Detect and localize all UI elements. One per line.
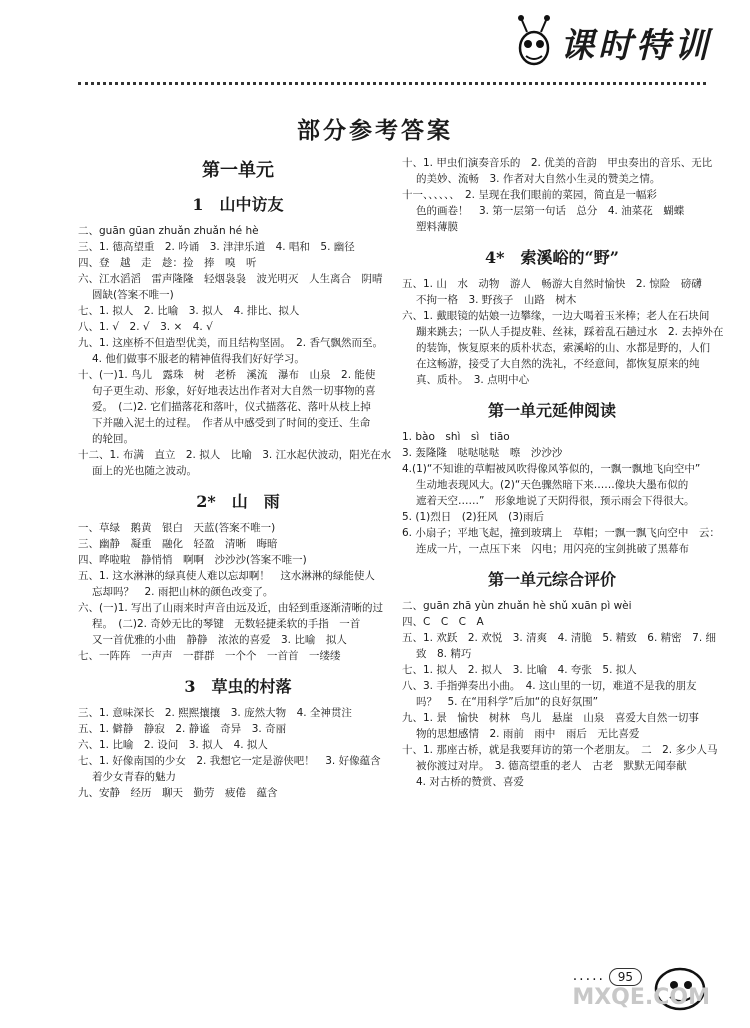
answer-line: 吗？ 5. 在“用科学”后加“的良好氛围”: [416, 696, 599, 708]
answer-line: 不拘一格 3. 野孩子 山路 树木: [416, 294, 577, 306]
answer-line: 遮着天空……” 形象地说了天阴得很，预示雨会下得很大。: [416, 495, 695, 507]
answer-line: 八、3. 手指弹奏出小曲。 4. 这山里的一切，难道不是我的朋友: [402, 680, 697, 692]
watermark: MXQE.COM: [572, 985, 710, 1010]
answer-line: 5. (1)烈日 (2)狂风 (3)雨后: [402, 511, 544, 523]
answer-line: 4. 他们做事不服老的精神值得我们好好学习。: [92, 353, 305, 365]
answer-line: 二、guān zhā yùn zhuǎn hè shǔ xuān pì wèi: [402, 600, 632, 612]
answer-line: 一、草绿 鹅黄 银白 天蓝(答案不唯一): [78, 522, 276, 534]
lesson-heading: 1 山中访友: [192, 195, 284, 214]
answer-line: 忘却吗？ 2. 雨把山林的颜色改变了。: [92, 586, 274, 598]
answer-line: 七、1. 拟人 2. 拟人 3. 比喻 4. 夸张 5. 拟人: [402, 664, 637, 676]
answer-line: 五、1. 这水淋淋的绿真使人难以忘却啊！ 这水淋淋的绿能使人: [78, 570, 375, 582]
header-brand: [512, 14, 712, 70]
answer-line: 连成一片，一点压下来 闪电；用闪亮的宝剑挑破了黑幕布: [416, 543, 689, 555]
answer-line: 八、1. √ 2. √ 3. × 4. √: [78, 321, 213, 333]
answer-line: 着少女青春的魅力: [92, 771, 176, 783]
answer-line: 四、登 越 走 趁：捡 捧 嗅 听: [78, 257, 257, 269]
answer-line: 六、(一)1. 写出了山雨来时声音由远及近，由轻到重逐渐清晰的过: [78, 602, 384, 614]
answer-line: 三、幽静 凝重 融化 轻盈 清晰 晦暗: [78, 538, 278, 550]
answer-line: 的美妙、流畅 3. 作者对大自然小生灵的赞美之情。: [416, 173, 661, 185]
answer-line: 二、guān gūan zhuǎn zhuǎn hé hè: [78, 225, 259, 237]
answer-line: 六、1. 戴眼镜的姑娘一边攀缘，一边大喝着玉米棒；老人在石块间: [402, 310, 710, 322]
answer-line: 九、1. 景 愉快 树林 鸟儿 悬崖 山泉 喜爱大自然一切事: [402, 712, 699, 724]
answer-line: 真、质朴。 3. 点明中心: [416, 374, 530, 386]
header-dotted-divider: [78, 82, 706, 85]
answer-line: 1. bào shì sì tiāo: [402, 431, 510, 443]
answer-line: 六、1. 比喻 2. 设问 3. 拟人 4. 拟人: [78, 739, 268, 751]
answer-line: 爱。 (二)2. 它们描落花和落叶，仪式描落花、落叶从枝上掉: [92, 401, 371, 413]
answer-line: 被你渡过对岸。 3. 德高望重的老人 古老 默默无闻奉献: [416, 760, 687, 772]
answer-line: 十一、、、、、、 2. 呈现在我们眼前的菜园，简直是一幅彩: [402, 189, 657, 201]
right-column: [402, 155, 724, 790]
lesson-heading: 2* 山 雨: [196, 492, 280, 511]
answer-line: 五、1. 僻静 静寂 2. 静谧 奇异 3. 奇丽: [78, 723, 287, 735]
answer-line: 面上的光也随之波动。: [92, 465, 197, 477]
lesson-heading: 第一单元延伸阅读: [487, 401, 616, 420]
answer-line: 的装饰，恢复原来的质朴状态，索溪峪的山、水都是野的，人们: [416, 342, 710, 354]
answer-line: 三、1. 意味深长 2. 熙熙攘攘 3. 庞然大物 4. 全神贯注: [78, 707, 352, 719]
answer-line: 十二、1. 布满 直立 2. 拟人 比喻 3. 江水起伏波动，阳光在水: [78, 449, 392, 461]
brand-title: 课时特训: [560, 25, 712, 66]
answer-line: 4.(1)“不知谁的草帽被风吹得像风筝似的，一飘一飘地飞向空中”: [402, 463, 701, 475]
answer-line: 七、一阵阵 一声声 一群群 一个个 一首首 一缕缕: [78, 650, 341, 662]
answer-line: 句子更生动、形象，好好地表达出作者对大自然一切事物的喜: [92, 385, 376, 397]
answer-line: 塑料薄膜: [416, 221, 458, 233]
answer-line: 三、1. 德高望重 2. 吟诵 3. 津津乐道 4. 唱和 5. 幽径: [78, 241, 355, 253]
answer-line: 致 8. 精巧: [416, 648, 472, 660]
lesson-heading: 第一单元综合评价: [487, 570, 616, 589]
answer-line: 七、1. 好像南国的少女 2. 我想它一定是游侠吧！ 3. 好像蕴含: [78, 755, 381, 767]
answer-line: 九、1. 这座桥不但造型优美，而且结构坚固。 2. 香气飘然而至。: [78, 337, 383, 349]
unit-heading: 第一单元: [202, 160, 274, 181]
answer-line: 五、1. 山 水 动物 游人 畅游大自然时愉快 2. 惊险 磅礴: [402, 278, 702, 290]
bee-mascot-icon: [512, 14, 556, 70]
answer-line: 九、安静 经历 聊天 勤劳 疲倦 蕴含: [78, 787, 278, 799]
answer-line: 四、哗啦啦 静悄悄 啊啊 沙沙沙(答案不唯一): [78, 554, 307, 566]
answer-line: 生动地表现风大。(2)“天色骤然暗下来……像块大墨布似的: [416, 479, 689, 491]
answer-line: 4. 对古桥的赞赏、喜爱: [416, 776, 524, 788]
answer-line: 五、1. 欢跃 2. 欢悦 3. 清爽 4. 清脆 5. 精致 6. 精密 7. 细: [402, 632, 716, 644]
answer-line: 6. 小扇子；平地飞起，撞到玻璃上 草帽；一飘一飘飞向空中 云：: [402, 527, 720, 539]
answer-line: 七、1. 拟人 2. 比喻 3. 拟人 4. 排比、拟人: [78, 305, 300, 317]
answer-line: 十、1. 那座古桥，就是我要拜访的第一个老朋友。 二 2. 多少人马: [402, 744, 718, 756]
answer-line: 六、江水滔滔 雷声隆隆 轻烟袅袅 波光明灭 人生离合 阴晴: [78, 273, 383, 285]
answer-line: 四、C C C A: [402, 616, 484, 628]
answer-line: 3. 轰隆隆 哒哒哒哒 嚓 沙沙沙: [402, 447, 563, 459]
answer-line: 又一首优雅的小曲 静静 浓浓的喜爱 3. 比喻 拟人: [92, 634, 347, 646]
lesson-heading: 4* 索溪峪的“野”: [485, 248, 619, 267]
answer-line: 色的画卷！ 3. 第一层第一句话 总分 4. 油菜花 蝴蝶: [416, 205, 685, 217]
page-number: 95: [609, 968, 642, 986]
left-column: [78, 150, 398, 801]
answer-line: 物的思想感情 2. 雨前 雨中 雨后 无比喜爱: [416, 728, 640, 740]
answer-line: 下并融入泥土的过程。 作者从中感受到了时间的变迁、生命: [92, 417, 371, 429]
answer-line: 的轮回。: [92, 433, 134, 445]
answer-line: 在这畅游，接受了大自然的洗礼，不经意间，都恢复原来的纯: [416, 358, 700, 370]
answer-line: 十、(一)1. 鸟儿 露珠 树 老桥 溪流 瀑布 山泉 2. 能使: [78, 369, 376, 381]
page-title: 部分参考答案: [297, 117, 453, 144]
footer-dots: ·····: [572, 972, 605, 988]
lesson-heading: 3 草虫的村落: [184, 677, 292, 696]
answer-line: 程。 (二)2. 奇妙无比的琴键 无数轻捷柔软的手指 一首: [92, 618, 361, 630]
answer-line: 蹦来跳去；一队人手提皮鞋、丝袜，踩着乱石趟过水 2. 去掉外在: [416, 326, 724, 338]
answer-line: 十、1. 甲虫们演奏音乐的 2. 优美的音韵 甲虫奏出的音乐、无比: [402, 157, 713, 169]
answer-line: 圆缺(答案不唯一): [92, 289, 174, 301]
